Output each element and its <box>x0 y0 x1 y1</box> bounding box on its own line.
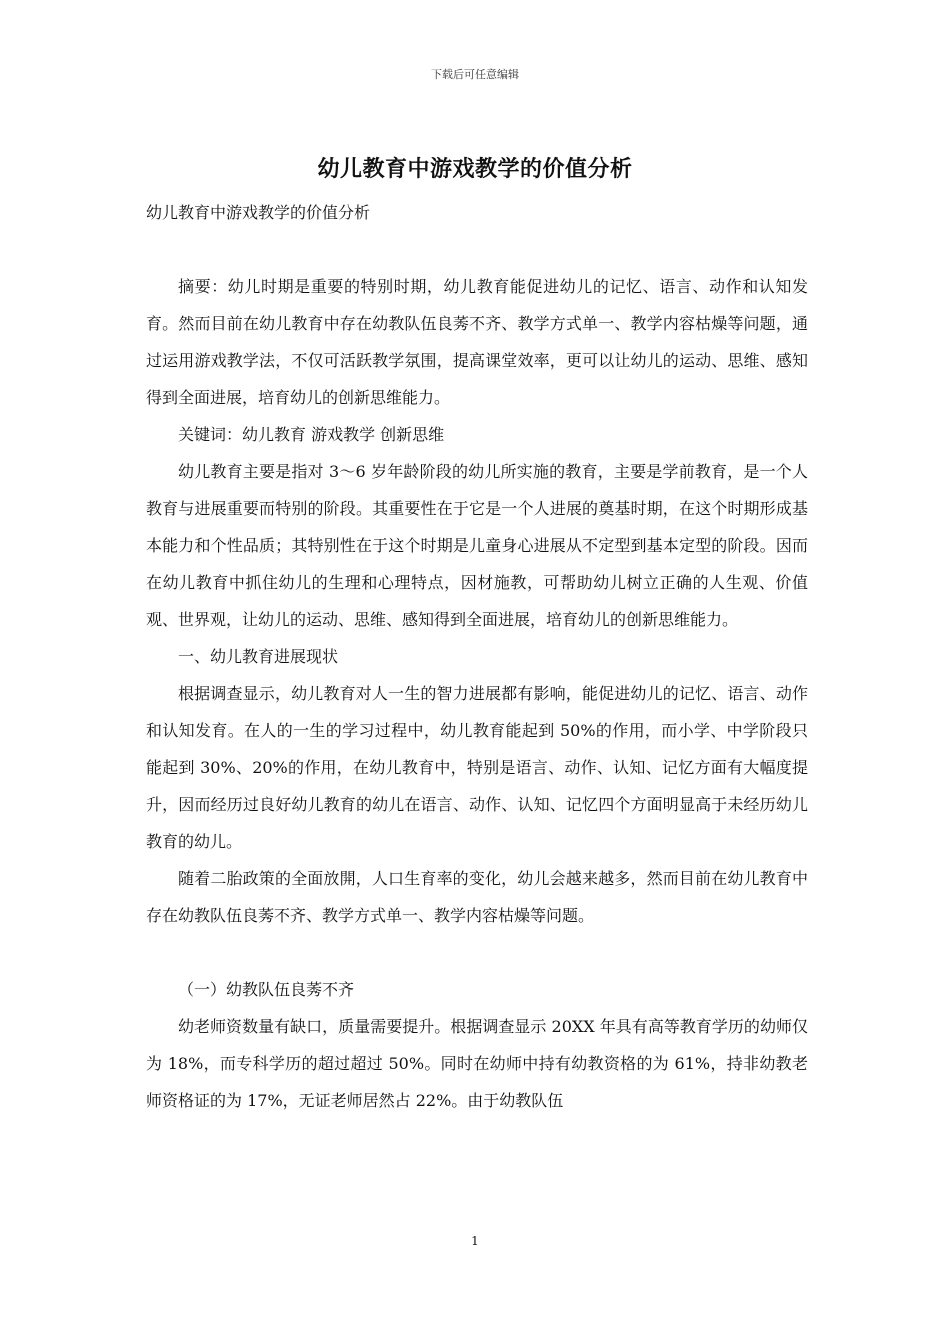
header-note: 下载后可任意编辑 <box>431 68 519 81</box>
section-1-paragraph-2: 随着二胎政策的全面放開，人口生育率的变化，幼儿会越来越多，然而目前在幼儿教育中存在幼教队伍良莠不齐、教学方式单一、教学内容枯燥等问题。 <box>146 869 808 925</box>
section-1-paragraph-1: 根据调查显示，幼儿教育对人一生的智力进展都有影响，能促进幼儿的记忆、语言、动作和认知发育。在人的一生的学习过程中，幼儿教育能起到 50%的作用，而小学、中学阶段只能起到 30%、20%的作用，在幼儿教育中，特别是语言、动作、认知、记忆方面有大幅度提升，因而经历过良好幼儿教育的幼儿在语言、动作、认知、记忆四个方面明显高于未经历幼儿教育的幼儿。 <box>146 684 808 851</box>
subsection-1-heading: （一）幼教队伍良莠不齐 <box>178 980 355 999</box>
document-body <box>146 268 808 1119</box>
subsection-1-paragraph-1: 幼老师资数量有缺口，质量需要提升。根据调查显示 20XX 年具有高等教育学历的幼师仅为 18%，而专科学历的超过超过 50%。同时在幼师中持有幼教资格的为 61%，持非幼教老师资格证的为 17%，无证老师居然占 22%。由于幼教队伍 <box>146 1017 808 1110</box>
paragraph-spacer <box>146 934 808 971</box>
keywords-paragraph: 关键词：幼儿教育 游戏教学 创新思维 <box>178 425 445 444</box>
intro-paragraph: 幼儿教育主要是指对 3～6 岁年龄阶段的幼儿所实施的教育，主要是学前教育，是一个人教育与进展重要而特别的阶段。其重要性在于它是一个人进展的奠基时期，在这个时期形成基本能力和个性品质；其特别性在于这个时期是儿童身心进展从不定型到基本定型的阶段。因而在幼儿教育中抓住幼儿的生理和心理特点，因材施教，可帮助幼儿树立正确的人生观、价值观、世界观，让幼儿的运动、思维、感知得到全面进展，培育幼儿的创新思维能力。 <box>146 462 808 629</box>
page-number: 1 <box>471 1234 479 1248</box>
document-subtitle: 幼儿教育中游戏教学的价值分析 <box>146 203 371 222</box>
section-1-heading: 一、幼儿教育进展现状 <box>178 647 339 666</box>
document-title: 幼儿教育中游戏教学的价值分析 <box>317 156 633 182</box>
abstract-paragraph: 摘要：幼儿时期是重要的特别时期，幼儿教育能促进幼儿的记忆、语言、动作和认知发育。然而目前在幼儿教育中存在幼教队伍良莠不齐、教学方式单一、教学内容枯燥等问题，通过运用游戏教学法，不仅可活跃教学氛围，提高课堂效率，更可以让幼儿的运动、思维、感知得到全面进展，培育幼儿的创新思维能力。 <box>146 277 808 407</box>
